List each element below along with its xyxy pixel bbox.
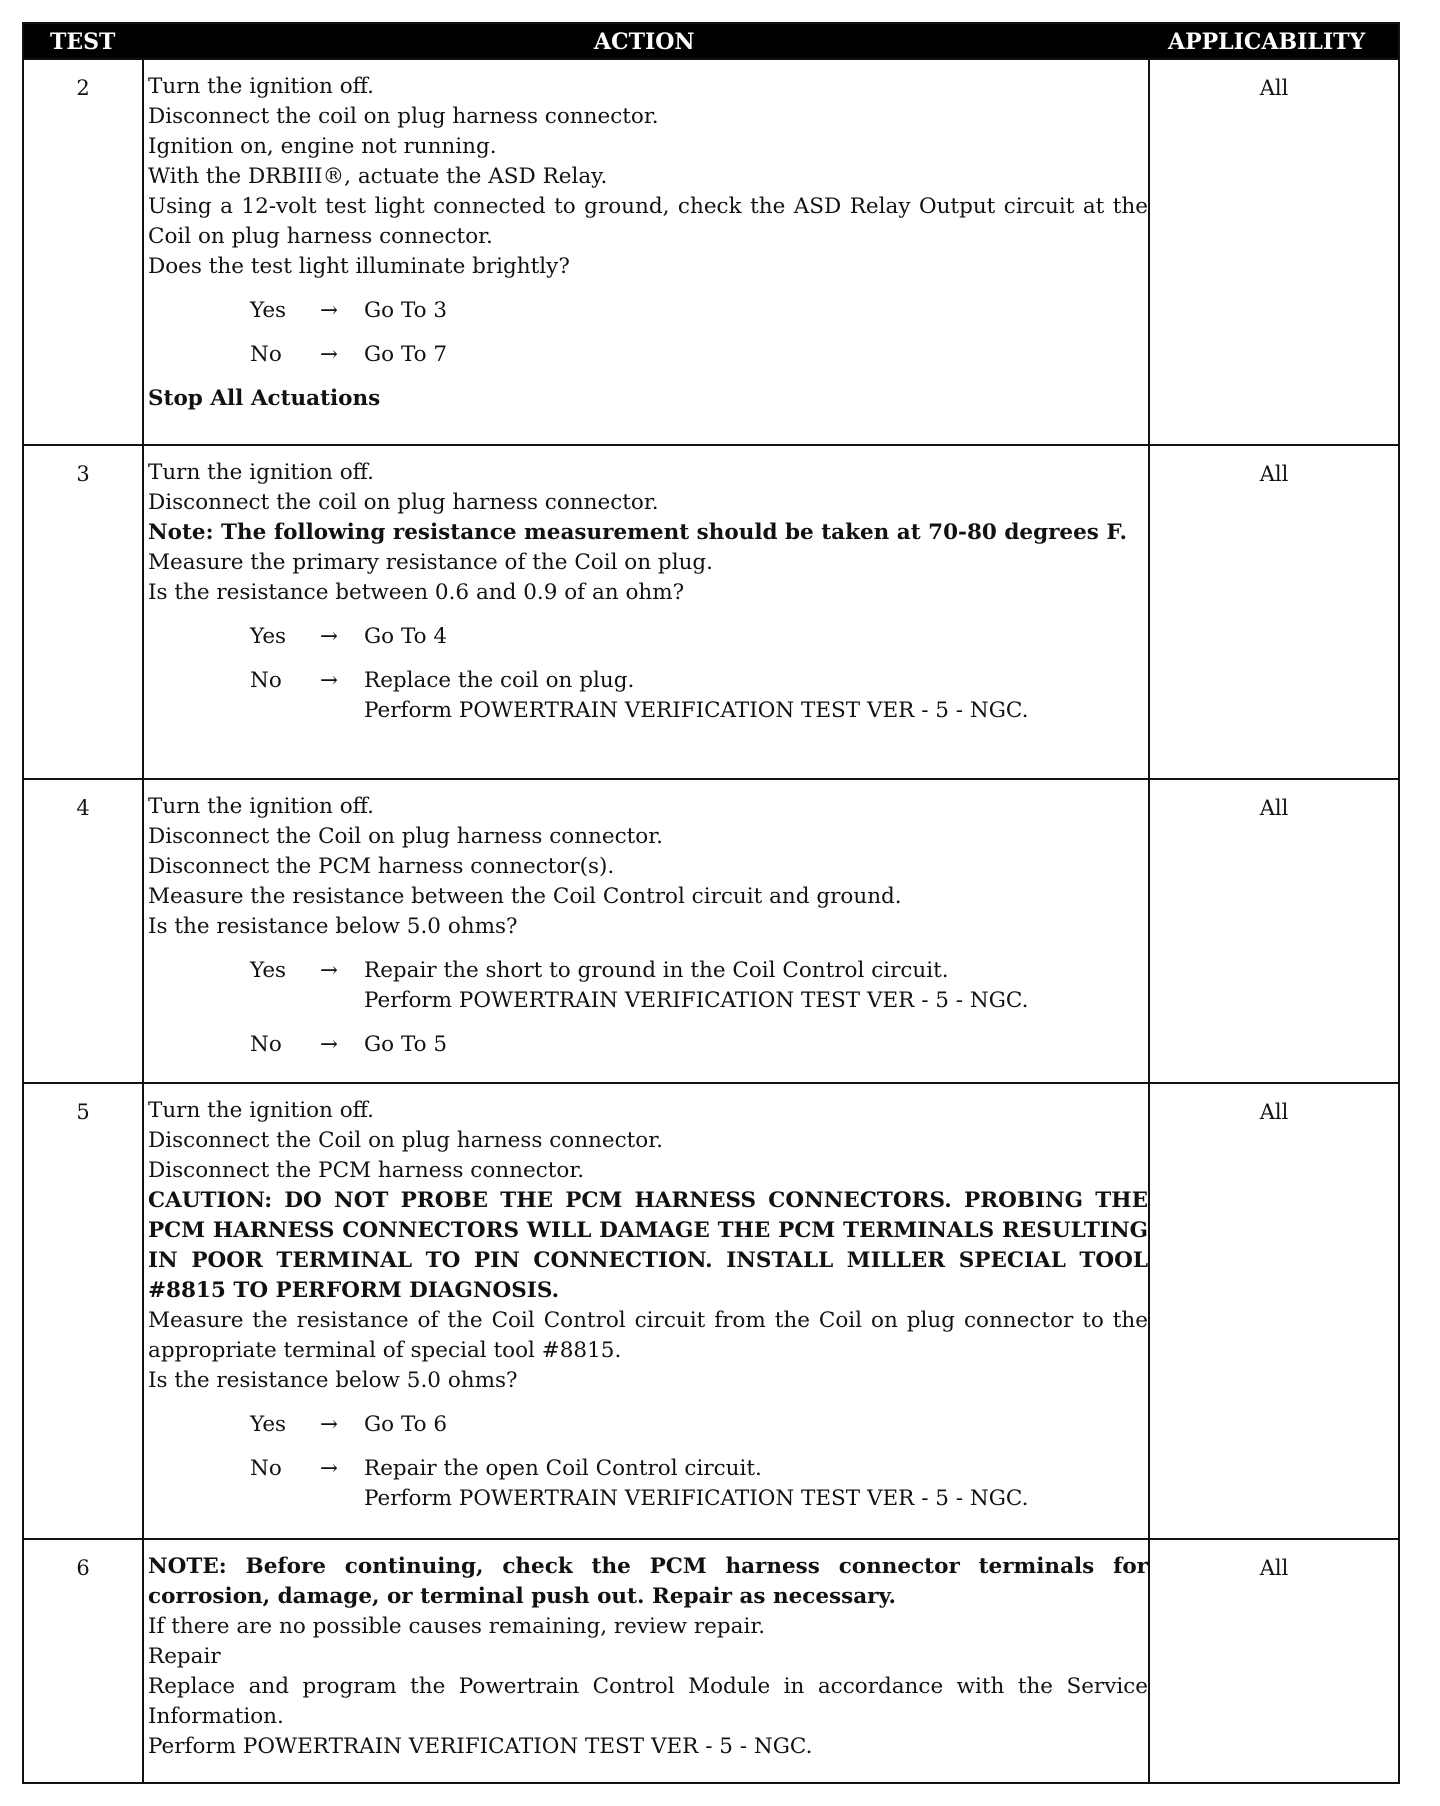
action-cell [148,1552,1148,1762]
action-line: Disconnect the PCM harness connector(s). [148,854,615,879]
repair-text: Replace and program the Powertrain Control Module in accordance with the Service Information. [148,1674,1148,1729]
action-question: Is the resistance below 5.0 ohms? [148,914,518,939]
action-question: Does the test light illuminate brightly? [148,254,570,279]
yes-answer: Yes → Repair the short to ground in the Coil Control circuit. Perform POWERTRAIN VERIFICATION TEST VER - 5 - NGC. [148,956,1148,1016]
action-line: Ignition on, engine not running. [148,134,497,159]
arrow-icon: → [320,342,339,367]
table-row [24,778,1398,1082]
applicability-cell: All [1148,446,1398,778]
arrow-icon: → [320,298,339,323]
action-cell [148,458,1148,726]
arrow-icon: → [320,624,339,649]
arrow-icon: → [320,1456,339,1481]
no-answer: No → Go To 7 [148,340,1148,370]
table-row [24,444,1398,778]
header-action: ACTION [594,29,695,55]
action-line: If there are no possible causes remaining, review repair. [148,1614,766,1639]
arrow-icon: → [320,958,339,983]
table-row [24,58,1398,444]
action-line: Turn the ignition off. [148,1098,374,1123]
applicability-cell: All [1148,1540,1398,1782]
no-answer: No → Go To 5 [148,1030,1148,1060]
action-line: Turn the ignition off. [148,794,374,819]
test-number: 2 [24,60,144,444]
action-line: Measure the resistance of the Coil Control circuit from the Coil on plug connector to the appropriate terminal of special tool #8815. [148,1308,1148,1363]
yes-answer: Yes → Go To 6 [148,1410,1148,1440]
repair-text: Perform POWERTRAIN VERIFICATION TEST VER - 5 - NGC. [148,1734,813,1759]
action-line: With the DRBIII®, actuate the ASD Relay. [148,164,608,189]
yes-answer: Yes → Go To 3 [148,296,1148,326]
table-row [24,1538,1398,1782]
action-cell [148,1096,1148,1514]
test-number: 3 [24,446,144,778]
yes-answer: Yes → Go To 4 [148,622,1148,652]
note-text: NOTE: Before continuing, check the PCM harness connector terminals for corrosion, damage, or terminal push out. Repair as necessary. [148,1554,1148,1609]
table-header [24,24,1398,58]
arrow-icon: → [320,1412,339,1437]
header-applicability: APPLICABILITY [1168,29,1366,55]
action-cell [148,792,1148,1060]
diagnostic-table [22,22,1400,1784]
test-number: 5 [24,1084,144,1538]
action-question: Is the resistance between 0.6 and 0.9 of an ohm? [148,580,685,605]
action-cell [148,72,1148,414]
action-line: Turn the ignition off. [148,460,374,485]
no-answer: No → Replace the coil on plug. Perform POWERTRAIN VERIFICATION TEST VER - 5 - NGC. [148,666,1148,726]
arrow-icon: → [320,1032,339,1057]
action-line: Disconnect the Coil on plug harness connector. [148,824,663,849]
action-line: Turn the ignition off. [148,74,374,99]
action-line: Using a 12-volt test light connected to ground, check the ASD Relay Output circuit at the Coil on plug harness connector. [148,194,1148,249]
repair-label: Repair [148,1644,221,1669]
table-row [24,1082,1398,1538]
action-question: Is the resistance below 5.0 ohms? [148,1368,518,1393]
note-text: Note: The following resistance measurement should be taken at 70-80 degrees F. [148,520,1127,545]
arrow-icon: → [320,668,339,693]
action-line: Disconnect the Coil on plug harness connector. [148,1128,663,1153]
header-test: TEST [50,29,116,55]
caution-text: CAUTION: DO NOT PROBE THE PCM HARNESS CONNECTORS. PROBING THE PCM HARNESS CONNECTORS WILL DAMAGE THE PCM TERMINALS RESULTING IN POOR TERMINAL TO PIN CONNECTION. INSTALL MILLER SPECIAL TOOL #8815 TO PERFORM DIAGNOSIS. [148,1188,1148,1303]
test-number: 6 [24,1540,144,1782]
action-line: Disconnect the coil on plug harness connector. [148,104,659,129]
test-number: 4 [24,780,144,1082]
applicability-cell: All [1148,780,1398,1082]
no-answer: No → Repair the open Coil Control circuit. Perform POWERTRAIN VERIFICATION TEST VER - 5 - NGC. [148,1454,1148,1514]
action-line: Disconnect the PCM harness connector. [148,1158,585,1183]
action-line: Measure the primary resistance of the Coil on plug. [148,550,714,575]
action-line: Disconnect the coil on plug harness connector. [148,490,659,515]
applicability-cell: All [1148,1084,1398,1538]
applicability-cell: All [1148,60,1398,444]
action-line: Measure the resistance between the Coil Control circuit and ground. [148,884,902,909]
stop-actuations: Stop All Actuations [148,386,381,411]
